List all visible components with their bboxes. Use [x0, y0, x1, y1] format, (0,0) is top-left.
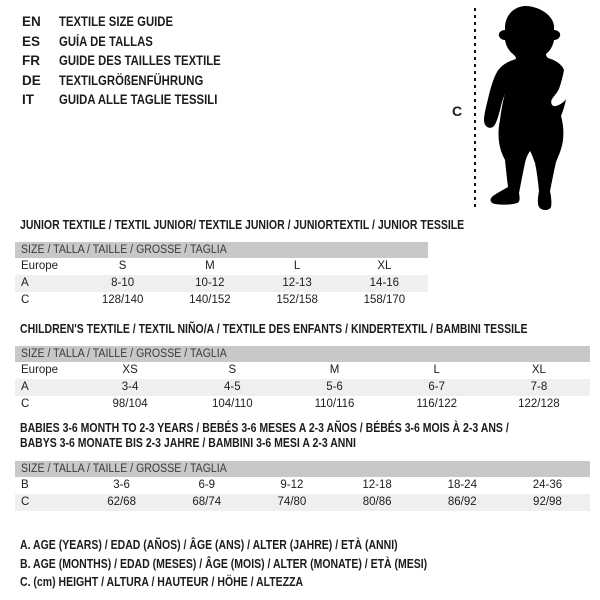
language-title: TEXTILE SIZE GUIDE — [59, 14, 174, 30]
value-cell: 9-12 — [280, 479, 304, 491]
value-cell: 8-10 — [111, 277, 135, 289]
size-header-text: SIZE / TALLA / TAILLE / GRÖSSE / TAGLIA — [21, 348, 227, 360]
value-cell: 3-6 — [113, 479, 130, 491]
value-cell: 4-5 — [223, 381, 241, 393]
language-list — [22, 12, 252, 110]
language-code: DE — [22, 72, 41, 88]
language-row-fr — [22, 51, 252, 71]
table-children — [15, 346, 590, 413]
language-code: IT — [22, 92, 34, 108]
table-row-height — [15, 494, 590, 511]
language-title: GUÍA DE TALLAS — [59, 33, 153, 49]
table-row-height — [15, 292, 428, 309]
toddler-silhouette-icon — [481, 0, 581, 215]
language-row-it — [22, 90, 252, 110]
row-label: A — [21, 277, 29, 289]
value-cell: 18-24 — [447, 479, 477, 491]
size-cell: S — [118, 260, 127, 272]
legend-note-text: A. AGE (YEARS) / EDAD (AÑOS) / ÂGE (ANS) / ALTER (JAHRE) / ETÀ (ANNI) — [20, 538, 398, 552]
row-label: A — [21, 381, 29, 393]
table-babies — [15, 461, 590, 511]
value-cell: 12-18 — [362, 479, 392, 491]
value-cell: 6-9 — [198, 479, 216, 491]
size-cell: L — [293, 260, 301, 272]
size-cell: XS — [122, 364, 138, 376]
language-title: GUIDE DES TAILLES TEXTILE — [59, 53, 221, 69]
section-title-junior — [20, 218, 549, 233]
value-cell: 62/68 — [107, 496, 136, 508]
size-header-row — [15, 461, 590, 477]
row-label: C — [21, 496, 30, 508]
table-row-sizes — [15, 258, 428, 275]
legend-note-c — [20, 573, 505, 592]
section-title-text: JUNIOR TEXTILE / TEXTIL JUNIOR/ TEXTILE JUNIOR / JUNIORTEXTIL / JUNIOR TESSILE — [20, 218, 465, 232]
size-header-text: SIZE / TALLA / TAILLE / GRÖSSE / TAGLIA — [21, 244, 227, 256]
value-cell: 92/98 — [533, 496, 562, 508]
value-cell: 6-7 — [428, 381, 446, 393]
table-junior — [15, 242, 428, 309]
language-code: EN — [22, 14, 41, 30]
language-row-es — [22, 32, 252, 52]
table-row-height — [15, 396, 590, 413]
language-title: TEXTILGRÖßENFÜHRUNG — [59, 72, 204, 88]
value-cell: 152/158 — [276, 294, 318, 306]
value-cell: 24-36 — [532, 479, 563, 491]
language-code: ES — [22, 33, 41, 49]
value-cell: 104/110 — [211, 398, 253, 410]
value-cell: 5-6 — [326, 381, 343, 393]
legend-notes — [20, 536, 505, 592]
value-cell: 86/92 — [447, 496, 477, 508]
height-measure-label: C — [452, 103, 463, 119]
value-cell: 122/128 — [518, 398, 560, 410]
section-title-babies — [20, 421, 600, 451]
value-cell: 14-16 — [369, 277, 400, 289]
value-cell: 74/80 — [277, 496, 307, 508]
row-label: C — [21, 294, 30, 306]
value-cell: 68/74 — [192, 496, 222, 508]
row-label: Europe — [21, 260, 59, 272]
height-dotted-line — [474, 8, 476, 207]
size-cell: M — [205, 260, 215, 272]
legend-note-text: C. (cm) HEIGHT / ALTURA / HAUTEUR / HÖHE / ALTEZZA — [20, 575, 304, 589]
size-cell: XL — [531, 364, 546, 376]
language-title: GUIDA ALLE TAGLIE TESSILI — [59, 92, 218, 108]
value-cell: 110/116 — [314, 398, 355, 410]
value-cell: 116/122 — [416, 398, 458, 410]
language-code: FR — [22, 53, 40, 69]
value-cell: 10-12 — [195, 277, 225, 289]
size-header-row — [15, 242, 428, 258]
language-row-de — [22, 71, 252, 91]
size-cell: S — [228, 364, 237, 376]
size-cell: XL — [377, 260, 392, 272]
table-row-age — [15, 275, 428, 292]
value-cell: 158/170 — [363, 294, 406, 306]
language-row-en — [22, 12, 252, 32]
value-cell: 12-13 — [282, 277, 312, 289]
legend-note-a — [20, 536, 505, 555]
value-cell: 7-8 — [530, 381, 548, 393]
value-cell: 3-4 — [121, 381, 139, 393]
size-header-text: SIZE / TALLA / TAILLE / GRÖSSE / TAGLIA — [21, 463, 227, 475]
legend-note-text: B. AGE (MONTHS) / EDAD (MESES) / ÂGE (MOIS) / ALTER (MONATE) / ETÀ (MESI) — [20, 556, 428, 571]
legend-note-b — [20, 555, 505, 574]
row-label: B — [21, 479, 29, 491]
table-row-sizes — [15, 362, 590, 379]
section-title-text-line2: BABYS 3-6 MONATE BIS 2-3 JAHRE / BAMBINI 3-6 MESI A 2-3 ANNI — [20, 436, 356, 450]
size-header-row — [15, 346, 590, 362]
row-label: C — [21, 398, 30, 410]
value-cell: 80/86 — [362, 496, 392, 508]
section-title-text-line1: BABIES 3-6 MONTH TO 2-3 YEARS / BEBÉS 3-6 MESES A 2-3 AÑOS / BÉBÉS 3-6 MOIS À 2-3 ANS / — [20, 421, 509, 435]
section-title-text: CHILDREN'S TEXTILE / TEXTIL NIÑO/A / TEXTILE DES ENFANTS / KINDERTEXTIL / BAMBINI TESSILE — [20, 322, 528, 336]
value-cell: 128/140 — [101, 294, 144, 306]
value-cell: 140/152 — [189, 294, 231, 306]
section-title-children — [20, 322, 600, 337]
value-cell: 98/104 — [112, 398, 148, 410]
row-label: Europe — [21, 364, 59, 376]
size-cell: L — [433, 364, 440, 376]
table-row-age-months — [15, 477, 590, 494]
table-row-age — [15, 379, 590, 396]
size-cell: M — [329, 364, 340, 376]
